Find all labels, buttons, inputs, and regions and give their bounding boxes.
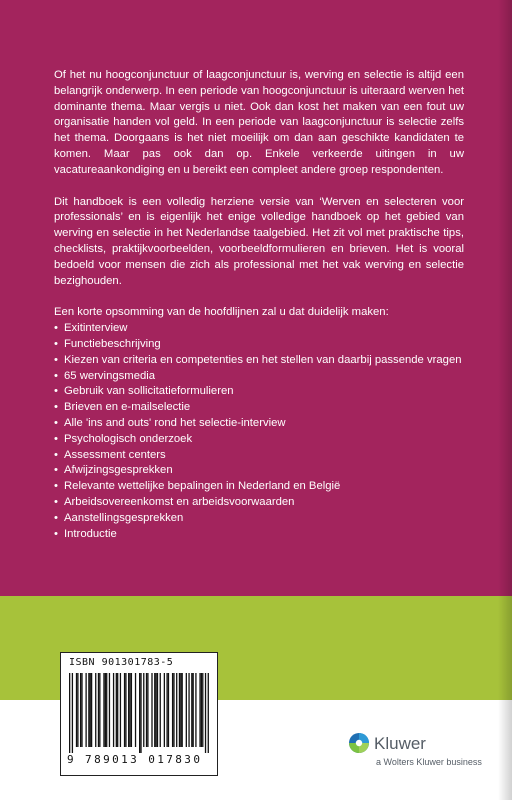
isbn-label: ISBN 901301783-5 bbox=[69, 657, 174, 668]
barcode-digits: 9 789013 017830 bbox=[67, 753, 203, 766]
list-item: • Assessment centers bbox=[54, 448, 464, 464]
list-item: • Brieven en e-mailselectie bbox=[54, 400, 464, 416]
blurb-paragraph-1: Of het nu hoogconjunctuur of laagconjunctuur is, werving en selectie is altijd een belangrijk onderwerp. In een periode van hoogconjunctuur is uiteraard werven het dominante thema. Maar vergis u niet. Ook dan kost het maken van een fout uw organisatie handen vol geld. In een periode van laagconjunctuur is selectie zelfs het thema. Doorgaans is het niet moeilijk om dan aan geschikte kandidaten te komen. Maar pas ook dan op. Enkele verkeerde uitingen in uw vacatureaankondiging en u bereikt een compleet andere groep respondenten. bbox=[54, 69, 464, 176]
list-item: • Alle 'ins and outs' rond het selectie-interview bbox=[54, 416, 464, 432]
list-item: • Aanstellingsgesprekken bbox=[54, 511, 464, 527]
list-item: • 65 wervingsmedia bbox=[54, 369, 464, 385]
list-item: • Functiebeschrijving bbox=[54, 337, 464, 353]
list-item: • Kiezen van criteria en competenties en het stellen van daarbij passende vragen bbox=[54, 353, 464, 369]
barcode-icon bbox=[69, 673, 209, 753]
isbn-barcode-box bbox=[60, 652, 218, 776]
list-item: • Psychologisch onderzoek bbox=[54, 432, 464, 448]
publisher-name: Kluwer bbox=[374, 734, 426, 753]
list-item: • Introductie bbox=[54, 527, 464, 543]
list-item: • Gebruik van sollicitatieformulieren bbox=[54, 384, 464, 400]
list-intro: Een korte opsomming van de hoofdlijnen zal u dat duidelijk maken: bbox=[54, 306, 389, 319]
blurb-text bbox=[54, 68, 464, 542]
list-item: • Relevante wettelijke bepalingen in Nederland en België bbox=[54, 479, 464, 495]
blurb-paragraph-2: Dit handboek is een volledig herziene versie van ‘Werven en selecteren voor professionals’ en is eigenlijk het enige volledige handboek op het gebied van werving en selectie in het Nederlandse taalgebied. Het zit vol met praktische tips, checklists, praktijkvoorbeelden, voorbeeldformulieren en brieven. Het is vooral bedoeld voor mensen die zich als professional met het vak werving en selectie bezighouden. bbox=[54, 195, 464, 287]
kluwer-globe-icon bbox=[348, 732, 370, 754]
spine-shadow bbox=[498, 0, 512, 800]
list-item: • Afwijzingsgesprekken bbox=[54, 463, 464, 479]
topic-list bbox=[54, 321, 464, 542]
publisher-tagline: a Wolters Kluwer business bbox=[376, 757, 482, 767]
list-item: • Arbeidsovereenkomst en arbeidsvoorwaarden bbox=[54, 495, 464, 511]
list-item: • Exitinterview bbox=[54, 321, 464, 337]
